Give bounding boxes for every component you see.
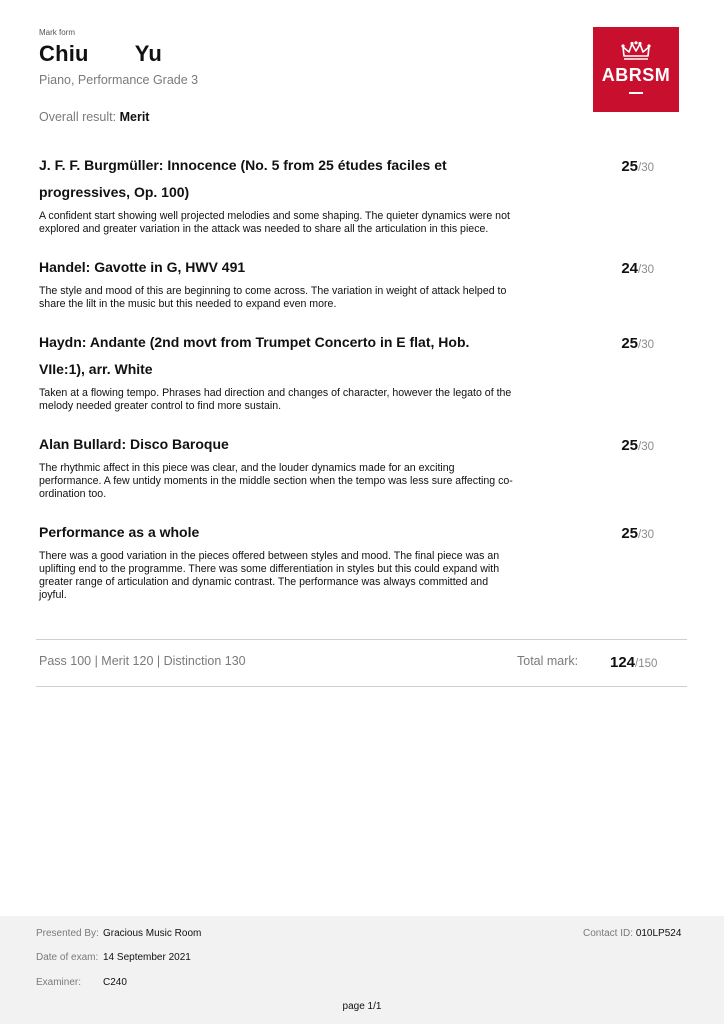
mark-out-of: /30 xyxy=(638,264,654,276)
piece-mark xyxy=(621,437,654,454)
piece-comment: Taken at a flowing tempo. Phrases had direction and changes of character, however the legato of the melody needed greater control to find more sustain. xyxy=(39,387,512,412)
first-name: Chiu xyxy=(39,41,89,66)
mark-value: 24 xyxy=(621,260,638,277)
presented-by-value: Gracious Music Room xyxy=(103,928,202,939)
examiner-label: Examiner: xyxy=(36,977,82,988)
contact-id-label: Contact ID: xyxy=(583,928,634,939)
total-mark xyxy=(610,654,657,671)
piece-mark xyxy=(621,335,654,352)
total-mark-label: Total mark: xyxy=(517,654,579,668)
divider-bottom xyxy=(36,686,687,687)
overall-result-label: Overall result: xyxy=(39,110,117,124)
piece-mark xyxy=(621,260,654,277)
overall-result xyxy=(39,110,149,124)
mark-value: 25 xyxy=(621,158,638,175)
piece-title: J. F. F. Burgmüller: Innocence (No. 5 from 25 études faciles et progressives, Op. 100) xyxy=(39,157,447,200)
piece-item xyxy=(39,329,679,413)
mark-out-of: /30 xyxy=(638,162,654,174)
piece-item xyxy=(39,431,679,501)
total-mark-value: 124 xyxy=(610,654,636,671)
exam-date xyxy=(36,952,191,963)
piece-item xyxy=(39,152,679,236)
piece-mark xyxy=(621,525,654,542)
piece-title: Performance as a whole xyxy=(39,524,200,540)
contact-id xyxy=(583,928,681,939)
divider-top xyxy=(36,639,687,640)
subject: Piano, Performance Grade 3 xyxy=(39,73,199,87)
grade-thresholds: Pass 100 | Merit 120 | Distinction 130 xyxy=(39,654,246,668)
examiner-value: C240 xyxy=(103,977,127,988)
total-mark-out-of: /150 xyxy=(635,658,658,670)
mark-value: 25 xyxy=(621,437,638,454)
student-name xyxy=(39,41,579,67)
mark-out-of: /30 xyxy=(638,339,654,351)
piece-comment: There was a good variation in the pieces offered between styles and mood. The final piece was an uplifting end to the programme. There was some differentiation in styles but this could expand with greater range of articulation and dynamic contrast. The performance was always committed and joyful. xyxy=(39,550,500,601)
presented-by xyxy=(36,928,201,939)
piece-item xyxy=(39,254,679,311)
piece-comment: A confident start showing well projected melodies and some shaping. The quieter dynamics were not explored and greater variation in the attack was needed to share all the articulation in this piece. xyxy=(39,210,510,235)
abrsm-logo xyxy=(593,27,679,112)
presented-by-label: Presented By: xyxy=(36,928,99,939)
piece-comment: The rhythmic affect in this piece was clear, and the louder dynamics made for an exciting performance. A few untidy moments in the middle section when the tempo was less sure affecting co-ordination too. xyxy=(39,462,513,500)
page-number: page 1/1 xyxy=(342,1001,382,1012)
piece-title: Handel: Gavotte in G, HWV 491 xyxy=(39,259,246,275)
logo-bar xyxy=(629,92,643,94)
mark-value: 25 xyxy=(621,335,638,352)
crown-icon xyxy=(620,41,652,61)
examiner xyxy=(36,977,127,988)
footer xyxy=(0,916,724,1024)
exam-date-label: Date of exam: xyxy=(36,952,99,963)
mark-out-of: /30 xyxy=(638,441,654,453)
overall-result-value: Merit xyxy=(119,110,150,124)
logo-text: ABRSM xyxy=(601,65,671,85)
header xyxy=(39,28,579,87)
form-label: Mark form xyxy=(39,28,75,37)
last-name: Yu xyxy=(134,41,162,66)
piece-comment: The style and mood of this are beginning to come across. The variation in weight of attack helped to share the lilt in the music but this needed to expand even more. xyxy=(39,285,507,310)
piece-title: Haydn: Andante (2nd movt from Trumpet Concerto in E flat, Hob. VIIe:1), arr. White xyxy=(39,334,470,377)
piece-title: Alan Bullard: Disco Baroque xyxy=(39,436,229,452)
mark-value: 25 xyxy=(621,525,638,542)
exam-date-value: 14 September 2021 xyxy=(103,952,191,963)
mark-out-of: /30 xyxy=(638,529,654,541)
piece-list xyxy=(39,152,679,620)
piece-mark xyxy=(621,158,654,175)
piece-item xyxy=(39,519,679,602)
contact-id-value: 010LP524 xyxy=(635,928,682,939)
